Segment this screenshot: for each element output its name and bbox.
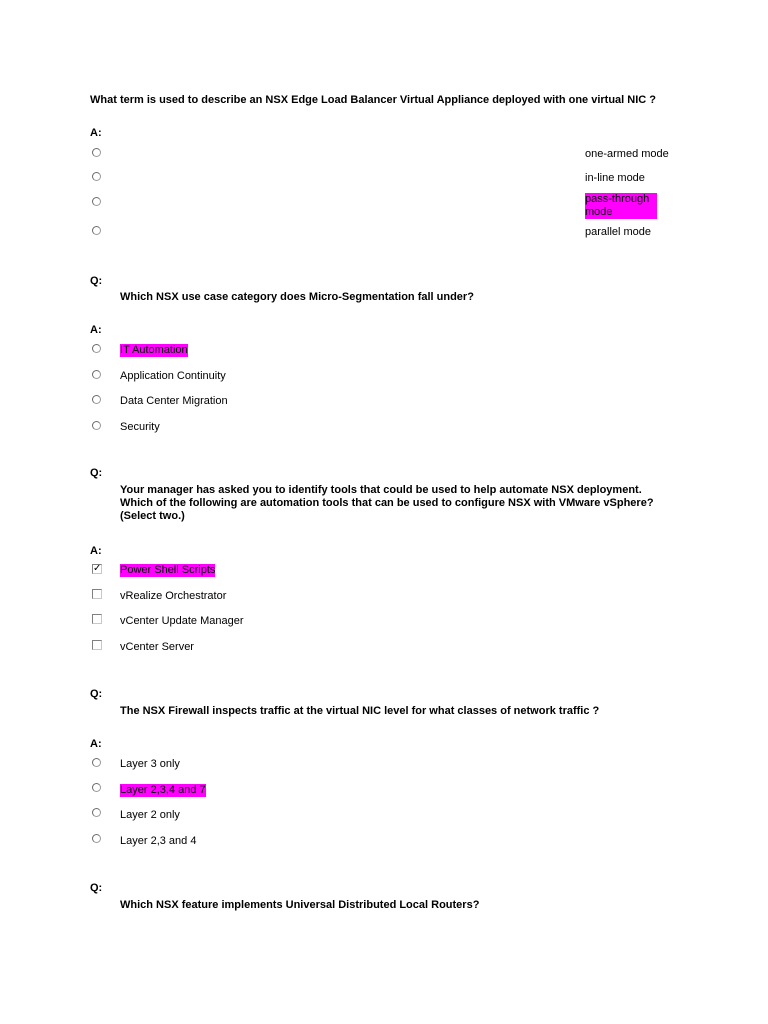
question-2-q-label: Q: xyxy=(90,275,103,287)
q4-option-1-label: Layer 3 only xyxy=(120,758,180,770)
q3-option-3-label: vCenter Update Manager xyxy=(120,615,244,627)
q1-option-2-label: in-line mode xyxy=(585,172,645,184)
q2-option-1-radio[interactable] xyxy=(92,344,101,353)
q1-option-3-radio[interactable] xyxy=(92,197,101,206)
q4-option-2-radio[interactable] xyxy=(92,783,101,792)
question-3-text: Your manager has asked you to identify tools that could be used to help automate NSX deployment. Which of the following are automation tools that can be used to configure NSX with VMware vSphere? (Select two.) xyxy=(120,484,654,522)
q4-option-4-radio[interactable] xyxy=(92,834,101,843)
q1-option-1-radio[interactable] xyxy=(92,148,101,157)
q1-option-2-radio[interactable] xyxy=(92,172,101,181)
question-4-answer-label: A: xyxy=(90,738,102,750)
q3-option-2-label: vRealize Orchestrator xyxy=(120,590,227,602)
q1-option-1-label: one-armed mode xyxy=(585,148,669,160)
question-2-answer-label: A: xyxy=(90,324,102,336)
q4-option-3-radio[interactable] xyxy=(92,808,101,817)
q2-option-1-label: IT Automation xyxy=(120,344,188,356)
q4-option-3-label: Layer 2 only xyxy=(120,809,180,821)
question-2-text: Which NSX use case category does Micro-Segmentation fall under? xyxy=(120,291,474,303)
q2-option-2-radio[interactable] xyxy=(92,370,101,379)
q3-option-1-checkbox[interactable] xyxy=(92,564,102,574)
q3-option-2-checkbox[interactable] xyxy=(92,589,102,599)
question-5-q-label: Q: xyxy=(90,882,103,894)
q2-option-3-label: Data Center Migration xyxy=(120,395,228,407)
question-5-text: Which NSX feature implements Universal Distributed Local Routers? xyxy=(120,899,480,911)
q3-option-4-label: vCenter Server xyxy=(120,641,194,653)
q4-option-4-label: Layer 2,3 and 4 xyxy=(120,835,197,847)
question-3-answer-label: A: xyxy=(90,545,102,557)
checkmark-icon: ✓ xyxy=(93,563,102,574)
q1-option-3-label: pass-through mode xyxy=(585,193,657,219)
q2-option-4-label: Security xyxy=(120,421,160,433)
question-4-text: The NSX Firewall inspects traffic at the virtual NIC level for what classes of network traffic ? xyxy=(120,705,600,717)
q2-option-3-radio[interactable] xyxy=(92,395,101,404)
q3-option-3-checkbox[interactable] xyxy=(92,614,102,624)
question-4-q-label: Q: xyxy=(90,688,103,700)
question-1-text: What term is used to describe an NSX Edge Load Balancer Virtual Appliance deployed with one virtual NIC ? xyxy=(90,94,657,106)
question-1-answer-label: A: xyxy=(90,127,102,139)
q1-option-4-radio[interactable] xyxy=(92,226,101,235)
q4-option-1-radio[interactable] xyxy=(92,758,101,767)
question-3-q-label: Q: xyxy=(90,467,103,479)
q3-option-1-label: Power Shell Scripts xyxy=(120,564,216,576)
q1-option-4-label: parallel mode xyxy=(585,226,652,238)
q2-option-4-radio[interactable] xyxy=(92,421,101,430)
q2-option-2-label: Application Continuity xyxy=(120,370,226,382)
q4-option-2-label: Layer 2,3,4 and 7 xyxy=(120,784,206,796)
q3-option-4-checkbox[interactable] xyxy=(92,640,102,650)
